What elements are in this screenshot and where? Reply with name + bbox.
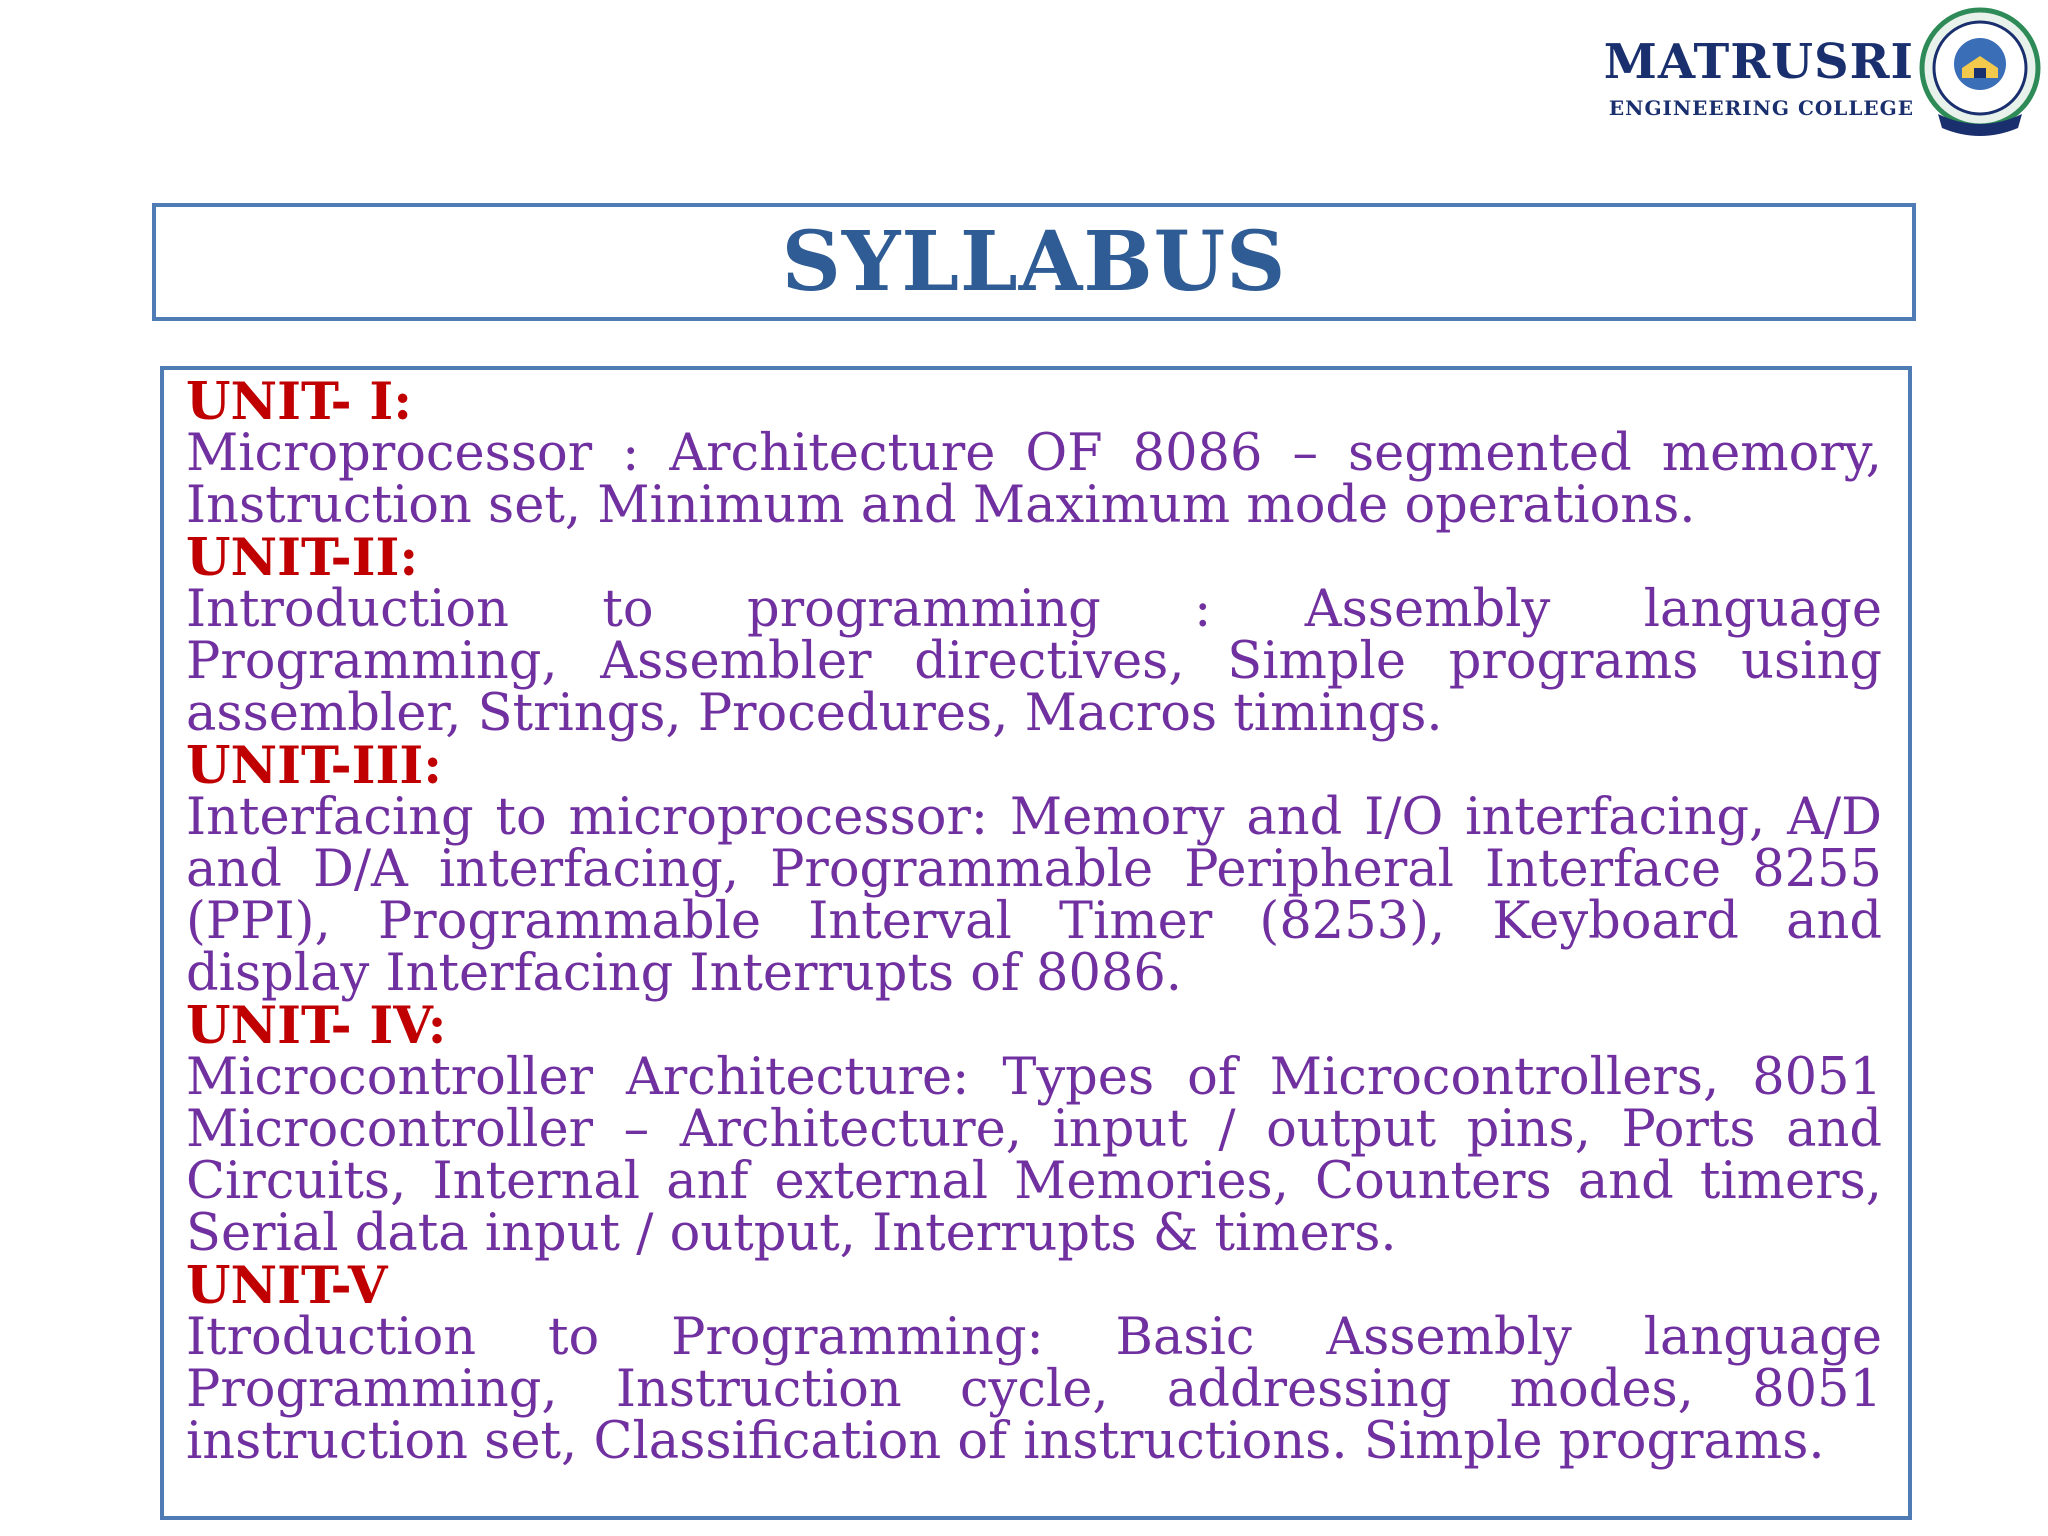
logo-subtitle: ENGINEERING COLLEGE xyxy=(1608,96,1914,120)
unit-section xyxy=(186,1256,1882,1471)
unit-heading: UNIT- I: xyxy=(186,372,413,432)
unit-section xyxy=(186,996,1882,1263)
unit-description: Itroduction to Programming: Basic Assembly language Programming, Instruction cycle, addressing modes, 8051 instruction set, Classification of instructions. Simple programs. xyxy=(186,1308,1882,1471)
unit-section xyxy=(186,372,1882,535)
logo-name: MATRUSRI xyxy=(1603,34,1914,90)
college-seal-icon xyxy=(1918,6,2042,138)
syllabus-content xyxy=(160,366,1912,1520)
unit-description: Introduction to programming : Assembly language Programming, Assembler directives, Simple programs using assembler, Strings, Procedures, Macros timings. xyxy=(186,580,1882,743)
unit-description: Microprocessor : Architecture OF 8086 – segmented memory, Instruction set, Minimum and Maximum mode operations. xyxy=(186,424,1882,535)
title-box xyxy=(152,203,1916,321)
unit-heading: UNIT- IV: xyxy=(186,996,447,1056)
unit-description: Interfacing to microprocessor: Memory and I/O interfacing, A/D and D/A interfacing, Programmable Peripheral Interface 8255 (PPI), Programmable Interval Timer (8253), Keyboard and display Interfacing Interrupts of 8086. xyxy=(186,788,1882,1003)
page-title: SYLLABUS xyxy=(781,214,1287,310)
unit-heading: UNIT-V xyxy=(186,1256,388,1316)
unit-heading: UNIT-III: xyxy=(186,736,443,796)
unit-section xyxy=(186,736,1882,1003)
unit-section xyxy=(186,528,1882,743)
unit-description: Microcontroller Architecture: Types of Microcontrollers, 8051 Microcontroller – Architecture, input / output pins, Ports and Circuits, Internal anf external Memories, Counters and timers, Serial data input / output, Interrupts & timers. xyxy=(186,1048,1882,1263)
unit-heading: UNIT-II: xyxy=(186,528,419,588)
college-logo xyxy=(1584,4,2044,144)
